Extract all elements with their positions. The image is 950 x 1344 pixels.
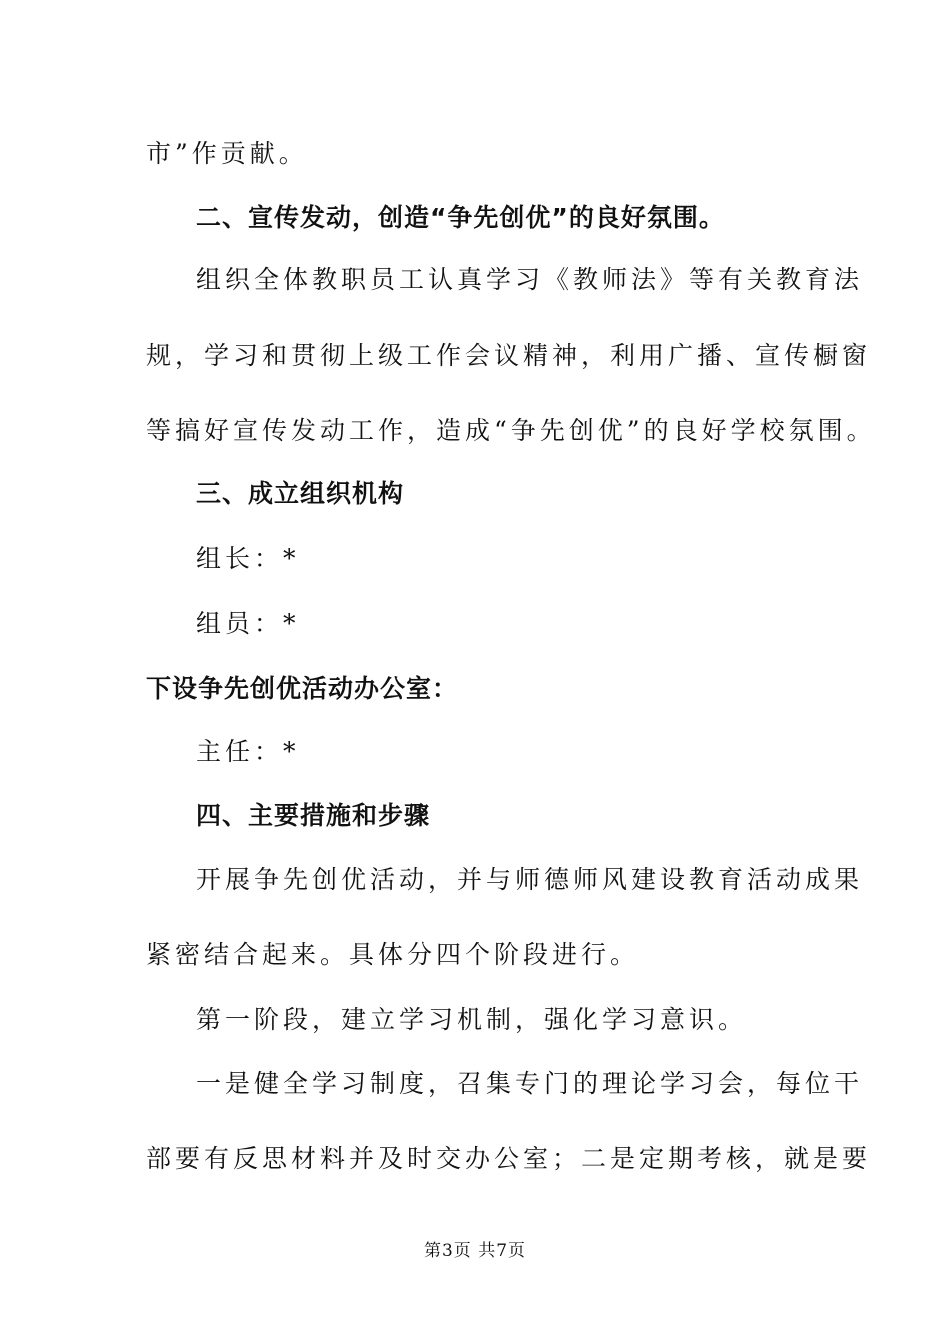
paragraph-line: 开展争先创优活动，并与师德师风建设教育活动成果 bbox=[196, 865, 864, 894]
paragraph-line: 紧密结合起来。具体分四个阶段进行。 bbox=[146, 940, 640, 969]
section-heading-3: 三、成立组织机构 bbox=[196, 479, 405, 508]
office-heading: 下设争先创优活动办公室： bbox=[146, 674, 459, 703]
group-leader-line: 组长：* bbox=[196, 544, 300, 573]
paragraph-line: 规，学习和贯彻上级工作会议精神，利用广播、宣传橱窗 bbox=[146, 341, 872, 370]
director-line: 主任：* bbox=[196, 737, 300, 766]
page-number-footer: 第3页 共7页 bbox=[423, 1241, 527, 1261]
group-member-line: 组员：* bbox=[196, 609, 300, 638]
paragraph-continuation: 市”作贡献。 bbox=[146, 139, 308, 168]
paragraph-line: 一是健全学习制度，召集专门的理论学习会，每位干 bbox=[196, 1069, 864, 1098]
stage-one-line: 第一阶段，建立学习机制，强化学习意识。 bbox=[196, 1005, 748, 1034]
paragraph-line: 等搞好宣传发动工作，造成“争先创优”的良好学校氛围。 bbox=[146, 416, 876, 445]
paragraph-line: 组织全体教职员工认真学习《教师法》等有关教育法 bbox=[196, 265, 864, 294]
section-heading-4: 四、主要措施和步骤 bbox=[196, 801, 431, 830]
section-heading-2: 二、宣传发动，创造“争先创优”的良好氛围。 bbox=[196, 203, 725, 232]
paragraph-line: 部要有反思材料并及时交办公室；二是定期考核，就是要 bbox=[146, 1144, 872, 1173]
